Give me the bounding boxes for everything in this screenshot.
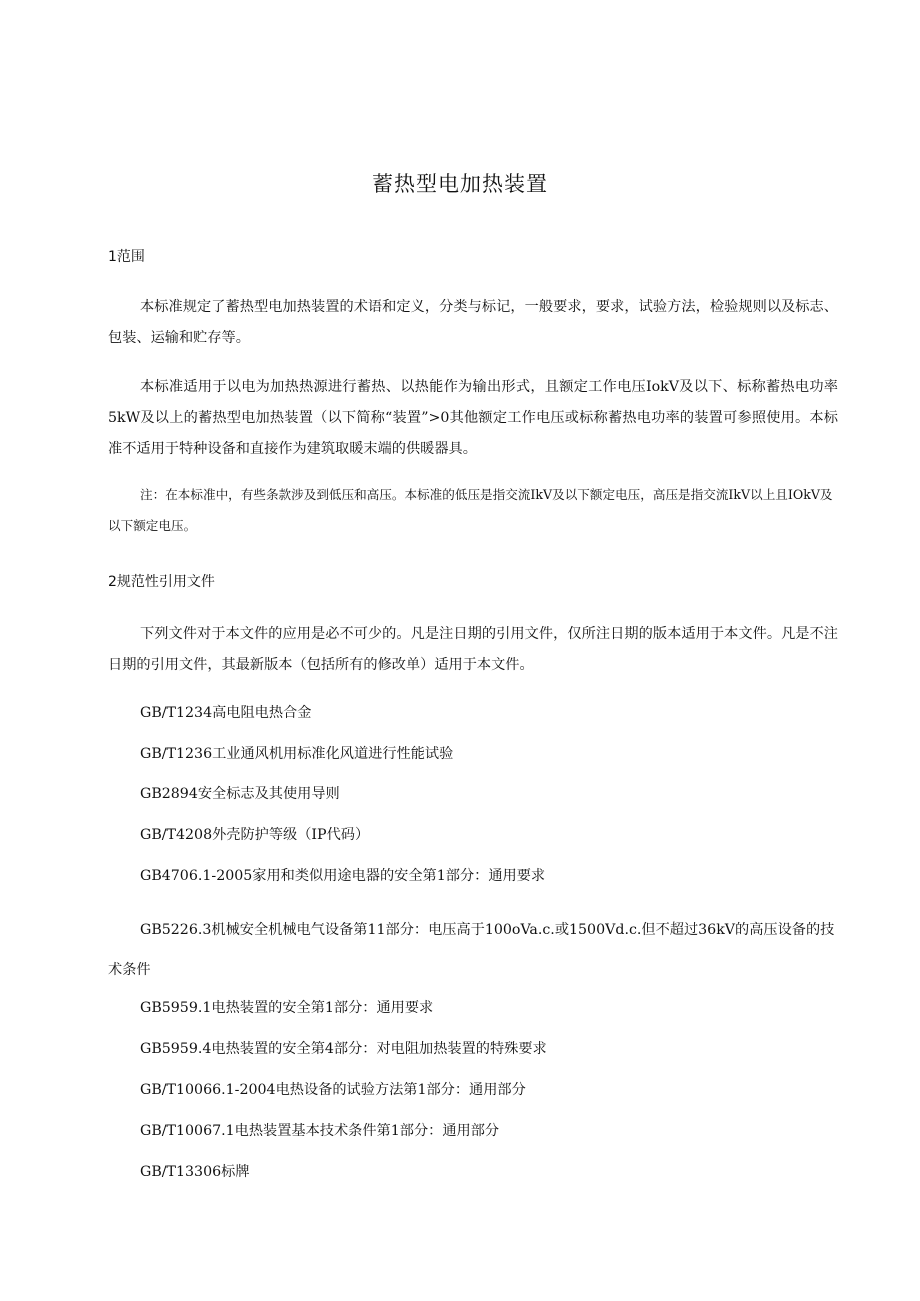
references-intro: 下列文件对于本文件的应用是必不可少的。凡是注日期的引用文件，仅所注日期的版本适用于本文件。凡是不注日期的引用文件，其最新版本（包括所有的修改单）适用于本文件。 [108,626,838,673]
reference-item: GB4706.1-2005家用和类似用途电器的安全第1部分：通用要求 [140,868,546,884]
section-heading-scope: 1范围 [108,249,145,265]
reference-item: GB/T10066.1-2004电热设备的试验方法第1部分：通用部分 [140,1082,526,1098]
scope-note: 注：在本标准中，有些条款涉及到低压和高压。本标准的低压是指交流IkV及以下额定电压，高压是指交流IkV以上且IOkV及以下额定电压。 [108,487,833,533]
reference-item: GB/T13306标牌 [140,1164,250,1180]
reference-item: GB/T1236工业通风机用标准化风道进行性能试验 [140,746,454,762]
scope-paragraph-1: 本标准规定了蓄热型电加热装置的术语和定义，分类与标记，一般要求，要求，试验方法，检验规则以及标志、包装、运输和贮存等。 [108,299,838,346]
reference-item: GB/T1234高电阻电热合金 [140,705,312,721]
reference-item: GB5959.4电热装置的安全第4部分：对电阻加热装置的特殊要求 [140,1041,547,1057]
reference-item: GB2894安全标志及其使用导则 [140,786,340,802]
scope-paragraph-2: 本标准适用于以电为加热热源进行蓄热、以热能作为输出形式，且额定工作电压IokV及以下、标称蓄热电功率5kW及以上的蓄热型电加热装置（以下简称“装置”>0其他额定工作电压或标称蓄热电功率的装置可参照使用。本标准不适用于特种设备和直接作为建筑取暖末端的供暖器具。 [108,379,838,457]
reference-item: GB5226.3机械安全机械电气设备第11部分：电压高于100oVa.c.或1500Vd.c.但不超过36kV的高压设备的技术条件 [108,922,835,978]
reference-item: GB/T10067.1电热装置基本技术条件第1部分：通用部分 [140,1123,500,1139]
section-heading-normative-references: 2规范性引用文件 [108,574,215,590]
reference-item: GB/T4208外壳防护等级（IP代码） [140,827,370,843]
reference-item: GB5959.1电热装置的安全第1部分：通用要求 [140,1000,434,1016]
document-title: 蓄热型电加热装置 [372,172,548,196]
